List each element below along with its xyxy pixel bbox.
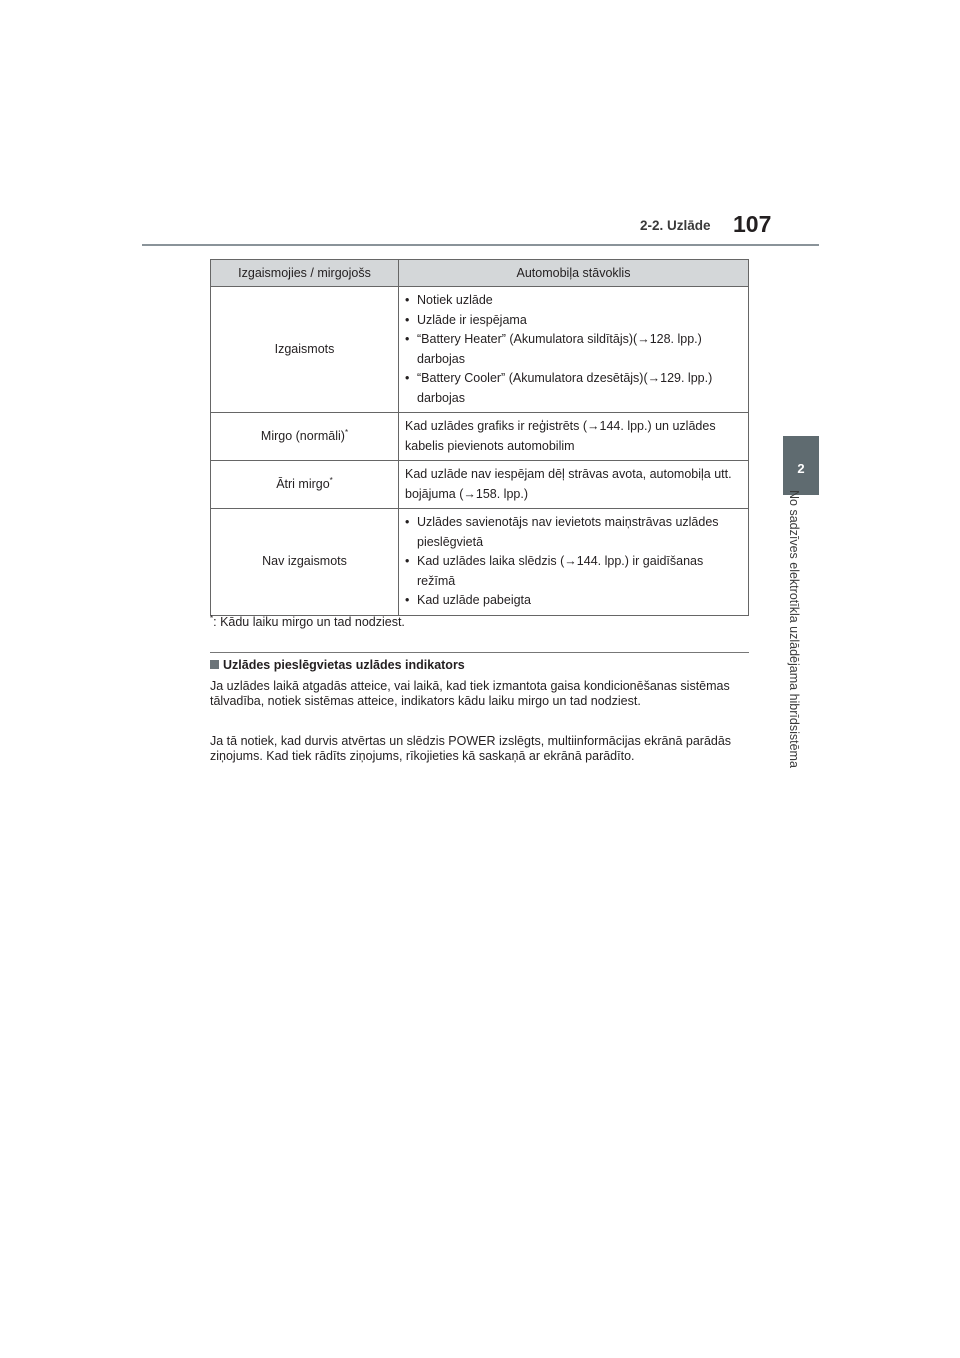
list-item: • Kad uzlāde pabeigta [405,591,742,611]
condition-cell: Kad uzlāde nav iespējam dēļ strāvas avota, automobiļa utt. bojājuma (→158. lpp.) [399,461,749,509]
table-row [211,461,749,509]
list-item: • “Battery Heater” (Akumulatora sildītājs)(→128. lpp.) darbojas [405,330,742,369]
section-divider [210,652,749,653]
list-item: • Notiek uzlāde [405,291,742,311]
state-label: Izgaismots [274,341,335,356]
chapter-tab [783,436,819,495]
table-footnote [210,615,405,629]
state-label: Mirgo (normāli) [260,428,345,443]
footnote-marker: * [329,475,333,485]
state-cell [211,509,399,616]
square-bullet-icon [210,660,219,669]
state-label: Ātri mirgo [276,476,330,491]
condition-cell [399,509,749,616]
state-label: Nav izgaismots [262,554,347,568]
column-header: Automobiļa stāvoklis [399,260,749,287]
column-header: Izgaismojies / mirgojošs [211,260,399,287]
indicator-table [210,259,749,616]
table-row [211,509,749,616]
state-cell [211,287,399,413]
header-rule [142,244,819,246]
section-title: 2-2. Uzlāde [640,218,711,233]
section-heading [210,658,465,672]
section-heading-text: Uzlādes pieslēgvietas uzlādes indikators [223,658,465,672]
list-item: • Uzlāde ir iespējama [405,311,742,331]
page-number: 107 [733,211,772,237]
footnote-marker: * [344,427,349,437]
body-paragraph: Ja tā notiek, kad durvis atvērtas un slēdzis POWER izslēgts, multiinformācijas ekrānā parādās ziņojums. Kad tiek rādīts ziņojums, rīkojieties kā saskaņā ar ekrānā parādīto. [210,734,732,763]
list-item: • Kad uzlādes laika slēdzis (→144. lpp.) ir gaidīšanas režīmā [405,552,742,591]
chapter-number: 2 [797,461,805,476]
list-item: • “Battery Cooler” (Akumulatora dzesētājs)(→129. lpp.) darbojas [405,369,742,408]
state-cell [211,461,399,509]
body-paragraph: Ja uzlādes laikā atgadās atteice, vai laikā, kad tiek izmantota gaisa kondicionēšanas sistēmas tālvadība, notiek sistēmas atteice, indikators kādu laiku mirgo un tad nodziest. [210,679,730,708]
table-row [211,287,749,413]
chapter-title: No sadzīves elektrotīkla uzlādējama hibrīdsistēma [787,490,801,768]
condition-list [405,291,742,408]
table-header-row [211,260,749,287]
list-item: • Uzlādes savienotājs nav ievietots maiņstrāvas uzlādes pieslēgvietā [405,513,742,552]
footnote-text: : Kādu laiku mirgo un tad nodziest. [213,615,405,629]
footnote-marker: * [210,613,214,623]
condition-list [405,513,742,611]
table-row [211,413,749,461]
condition-cell: Kad uzlādes grafiks ir reģistrēts (→144. lpp.) un uzlādes kabelis pievienots automobilim [399,413,749,461]
condition-cell [399,287,749,413]
state-cell [211,413,399,461]
